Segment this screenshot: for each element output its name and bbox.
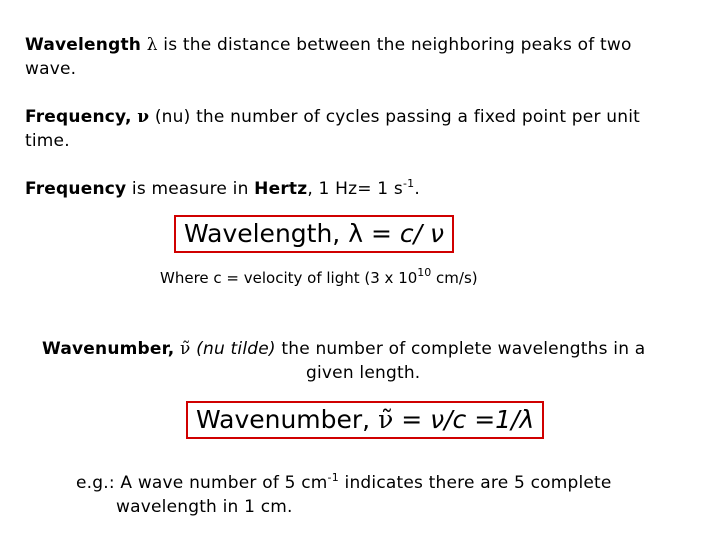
- wavenumber-formula-box: [186, 401, 544, 439]
- wavenumber-definition-line2: [306, 361, 420, 385]
- frequency-term-2: Frequency: [25, 179, 127, 199]
- nu-tilde-symbol: ν̃: [180, 339, 191, 359]
- example-text-line2: [116, 495, 293, 519]
- wavenumber-formula-rhs: = ν/c =1/λ: [393, 405, 535, 434]
- velocity-note-unit: cm/s): [431, 269, 478, 287]
- frequency-term: Frequency,: [25, 107, 132, 127]
- wavelength-def-text: is the distance between the neighboring peaks of two: [157, 35, 632, 55]
- frequency-unit-statement: [25, 177, 705, 201]
- wavelength-formula-rhs: = c/ ν: [363, 219, 444, 248]
- wavenumber-formula-nu-tilde: ν̃: [378, 405, 394, 434]
- frequency-unit-text: is measure in: [126, 179, 255, 199]
- wavenumber-def-text: the number of complete wavelengths in a: [281, 339, 646, 359]
- frequency-unit-end: .: [414, 179, 420, 199]
- velocity-exponent: 10: [417, 266, 432, 279]
- frequency-def-text-line2: time.: [25, 131, 70, 151]
- wavenumber-formula-label: Wavenumber,: [196, 405, 379, 434]
- hertz-term: Hertz: [254, 179, 308, 199]
- hz-exponent: -1: [403, 177, 415, 190]
- velocity-note: [160, 267, 478, 289]
- wavenumber-def-text-line2: given length.: [306, 363, 421, 383]
- velocity-note-text: Where c = velocity of light (3 x 10: [160, 269, 418, 287]
- wavenumber-definition: [42, 337, 712, 361]
- example-line1: e.g.: A wave number of 5 cm: [76, 473, 328, 493]
- wavelength-definition: [25, 33, 705, 81]
- wavelength-formula-lambda: λ: [348, 219, 363, 248]
- nu-symbol: ν: [137, 107, 150, 127]
- example-line2: wavelength in 1 cm.: [116, 497, 293, 517]
- wavelength-def-text-line2: wave.: [25, 59, 77, 79]
- wavenumber-term: Wavenumber,: [42, 339, 175, 359]
- wavelength-formula-box: [174, 215, 454, 253]
- hz-definition: , 1 Hz= 1 s: [307, 179, 403, 199]
- frequency-definition: [25, 105, 705, 153]
- wavelength-term: Wavelength: [25, 35, 142, 55]
- example-text: [76, 471, 716, 495]
- wavelength-formula-label: Wavelength,: [184, 219, 349, 248]
- nu-tilde-name: (nu tilde): [196, 339, 276, 359]
- frequency-def-text: (nu) the number of cycles passing a fixed point per unit: [149, 107, 640, 127]
- example-line1-end: indicates there are 5 complete: [338, 473, 612, 493]
- example-exponent: -1: [327, 471, 339, 484]
- lambda-symbol: λ: [146, 35, 158, 55]
